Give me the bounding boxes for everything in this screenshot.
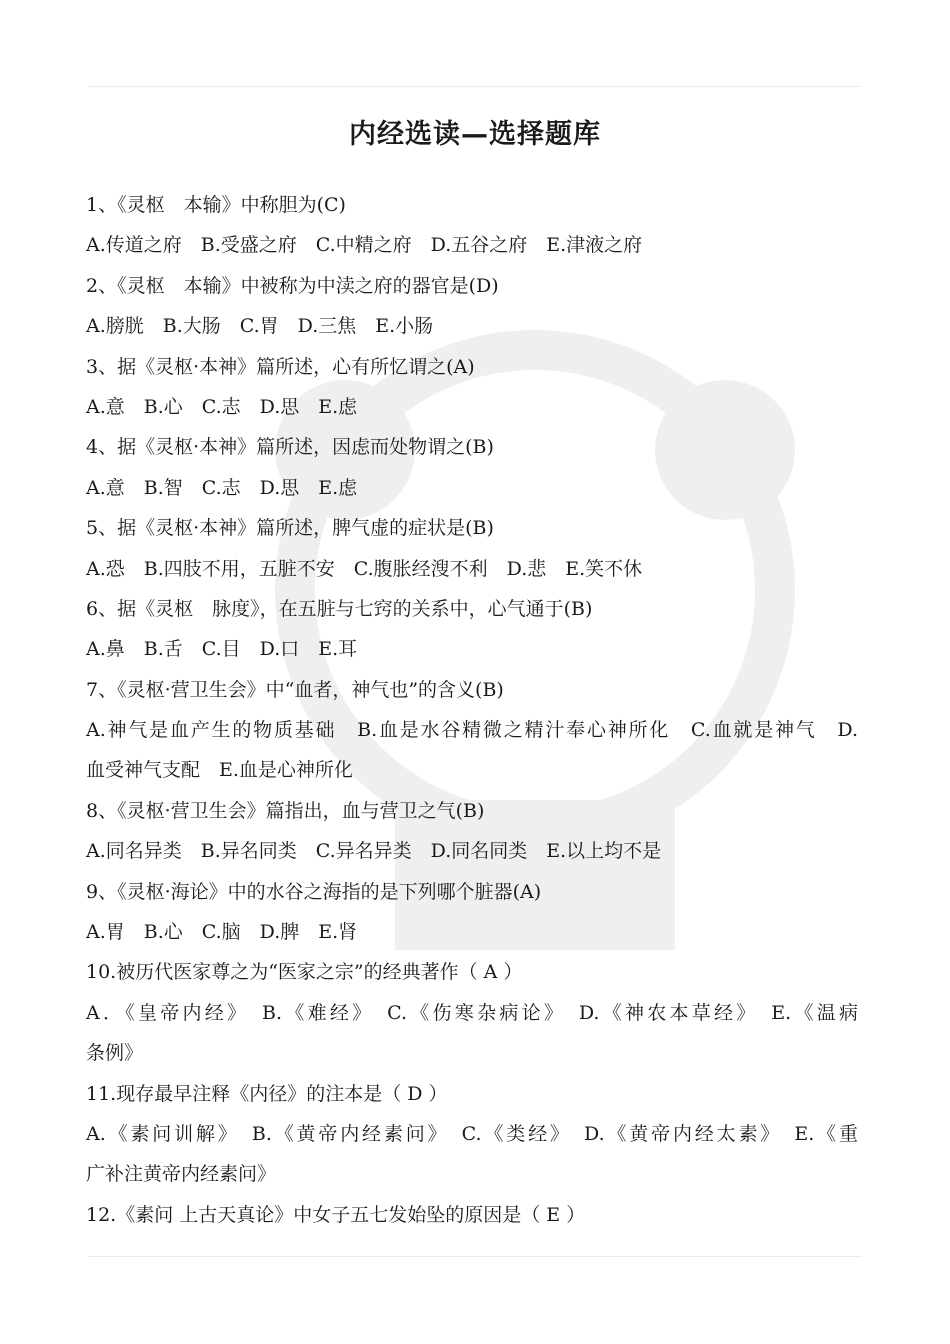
question-10-options: A．《皇帝内经》 B.《难经》 C.《伤寒杂病论》 D.《神农本草经》 E.《温病 [86,1001,858,1024]
question-4-options: A.意 B.智 C.志 D.思 E.虑 [86,476,358,499]
question-2-options: A.膀胱 B.大肠 C.胃 D.三焦 E.小肠 [86,315,434,338]
question-3: 3、据《灵枢·本神》篇所述，心有所忆谓之(A) [86,355,475,378]
question-9: 9、《灵枢·海论》中的水谷之海指的是下列哪个脏器(A) [86,880,542,903]
question-5-options: A.恐 B.四肢不用，五脏不安 C.腹胀经溲不利 D.悲 E.笑不休 [86,557,643,580]
header-rule [88,86,862,87]
question-2: 2、《灵枢 本输》中被称为中渎之府的器官是(D) [86,274,499,297]
question-9-options: A.胃 B.心 C.脑 D.脾 E.肾 [86,921,358,944]
question-7-options: A.神气是血产生的物质基础 B.血是水谷精微之精汁奉心神所化 C.血就是神气 D. [86,719,858,742]
question-1: 1、《灵枢 本输》中称胆为(C) [86,194,346,216]
question-8: 8、《灵枢·营卫生会》篇指出，血与营卫之气(B) [86,799,485,822]
question-12: 12.《素问 上古天真论》中女子五七发始坠的原因是（ E ） [86,1203,586,1226]
question-11: 11.现存最早注释《内径》的注本是（ D ） [86,1082,448,1105]
question-11-options-cont: 广补注黄帝内经素问》 [86,1163,277,1186]
question-10-options-cont: 条例》 [86,1042,144,1065]
question-6-options: A.鼻 B.舌 C.目 D.口 E.耳 [86,638,358,661]
question-7-options-cont: 血受神气支配 E.血是心神所化 [86,759,353,782]
question-1-options: A.传道之府 B.受盛之府 C.中精之府 D.五谷之府 E.津液之府 [86,234,643,257]
question-7: 7、《灵枢·营卫生会》中“血者，神气也”的含义(B) [86,678,504,701]
footer-rule [88,1256,862,1257]
question-10: 10.被历代医家尊之为“医家之宗”的经典著作（ A ） [86,961,523,984]
question-11-options: A.《素问训解》 B.《黄帝内经素问》 C.《类经》 D.《黄帝内经太素》 E.《重 [86,1122,858,1145]
question-4: 4、据《灵枢·本神》篇所述，因虑而处物谓之(B) [86,436,494,459]
question-list [86,185,858,1235]
question-6: 6、据《灵枢 脉度》，在五脏与七窍的关系中，心气通于(B) [86,597,593,620]
question-5: 5、据《灵枢·本神》篇所述，脾气虚的症状是(B) [86,517,494,540]
question-8-options: A.同名异类 B.异名同类 C.异名异类 D.同名同类 E.以上均不是 [86,840,662,863]
document-title: 内经选读—选择题库 [349,119,601,150]
question-3-options: A.意 B.心 C.志 D.思 E.虑 [86,395,358,418]
